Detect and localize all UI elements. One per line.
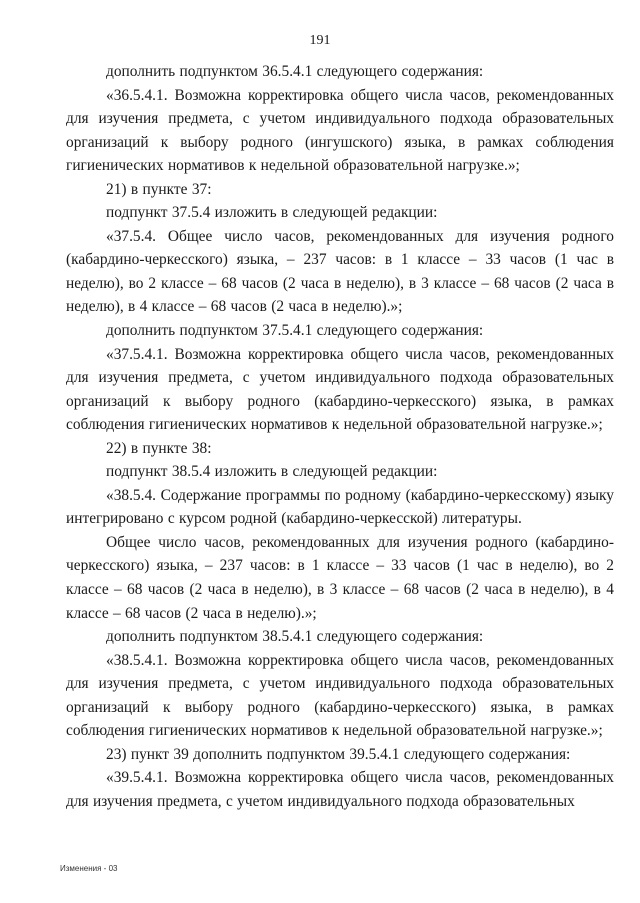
paragraph: подпункт 38.5.4 изложить в следующей редакции:: [106, 463, 438, 481]
document-body: [66, 60, 614, 814]
paragraph: «37.5.4. Общее число часов, рекомендованных для изучения родного (кабардино-черкесского) языка, – 237 часов: в 1 классе – 33 часов (1 час в неделю), во 2 классе – 68 часов (2 часа в неделю), в 3 классе – 68 часов (2 часа в неделю), в 4 классе – 68 часов (2 часа в неделю).»;: [66, 227, 614, 316]
paragraph: «38.5.4.1. Возможна корректировка общего числа часов, рекомендованных для изучения предмета, с учетом индивидуального подхода образовательных организаций к выбору родного (кабардино-черкесского) языка, в рамках соблюдения гигиенических нормативов к недельной образовательной нагрузке.»;: [66, 651, 614, 740]
paragraph: дополнить подпунктом 36.5.4.1 следующего содержания:: [106, 63, 484, 80]
page-number: 191: [309, 33, 331, 48]
paragraph: 21) в пункте 37:: [106, 180, 212, 198]
paragraph: «38.5.4. Содержание программы по родному (кабардино-черкесскому) языку интегрировано с курсом родной (кабардино-черкесской) литературы.: [66, 486, 614, 528]
paragraph: дополнить подпунктом 38.5.4.1 следующего содержания:: [106, 628, 484, 646]
paragraph: «37.5.4.1. Возможна корректировка общего числа часов, рекомендованных для изучения предмета, с учетом индивидуального подхода образовательных организаций к выбору родного (кабардино-черкесского) языка, в рамках соблюдения гигиенических нормативов к недельной образовательной нагрузке.»;: [66, 345, 614, 434]
paragraph: «39.5.4.1. Возможна корректировка общего числа часов, рекомендованных для изучения предмета, с учетом индивидуального подхода образовательных: [66, 769, 614, 810]
paragraph: 23) пункт 39 дополнить подпунктом 39.5.4.1 следующего содержания:: [106, 745, 571, 763]
paragraph: Общее число часов, рекомендованных для изучения родного (кабардино-черкесского) языка, – 237 часов: в 1 классе – 33 часов (1 час в неделю), во 2 классе – 68 часов (2 часа в неделю), в 3 классе – 68 часов (2 часа в неделю), в 4 классе – 68 часов (2 часа в неделю).»;: [66, 533, 614, 622]
paragraph: 22) в пункте 38:: [106, 439, 212, 457]
paragraph: подпункт 37.5.4 изложить в следующей редакции:: [106, 204, 438, 222]
paragraph: «36.5.4.1. Возможна корректировка общего числа часов, рекомендованных для изучения предмета, с учетом индивидуального подхода образовательных организаций к выбору родного (ингушского) языка, в рамках соблюдения гигиенических нормативов к недельной образовательной нагрузке.»;: [66, 86, 614, 175]
page-footer: Изменения - 03: [60, 864, 118, 873]
paragraph: дополнить подпунктом 37.5.4.1 следующего содержания:: [106, 322, 484, 340]
